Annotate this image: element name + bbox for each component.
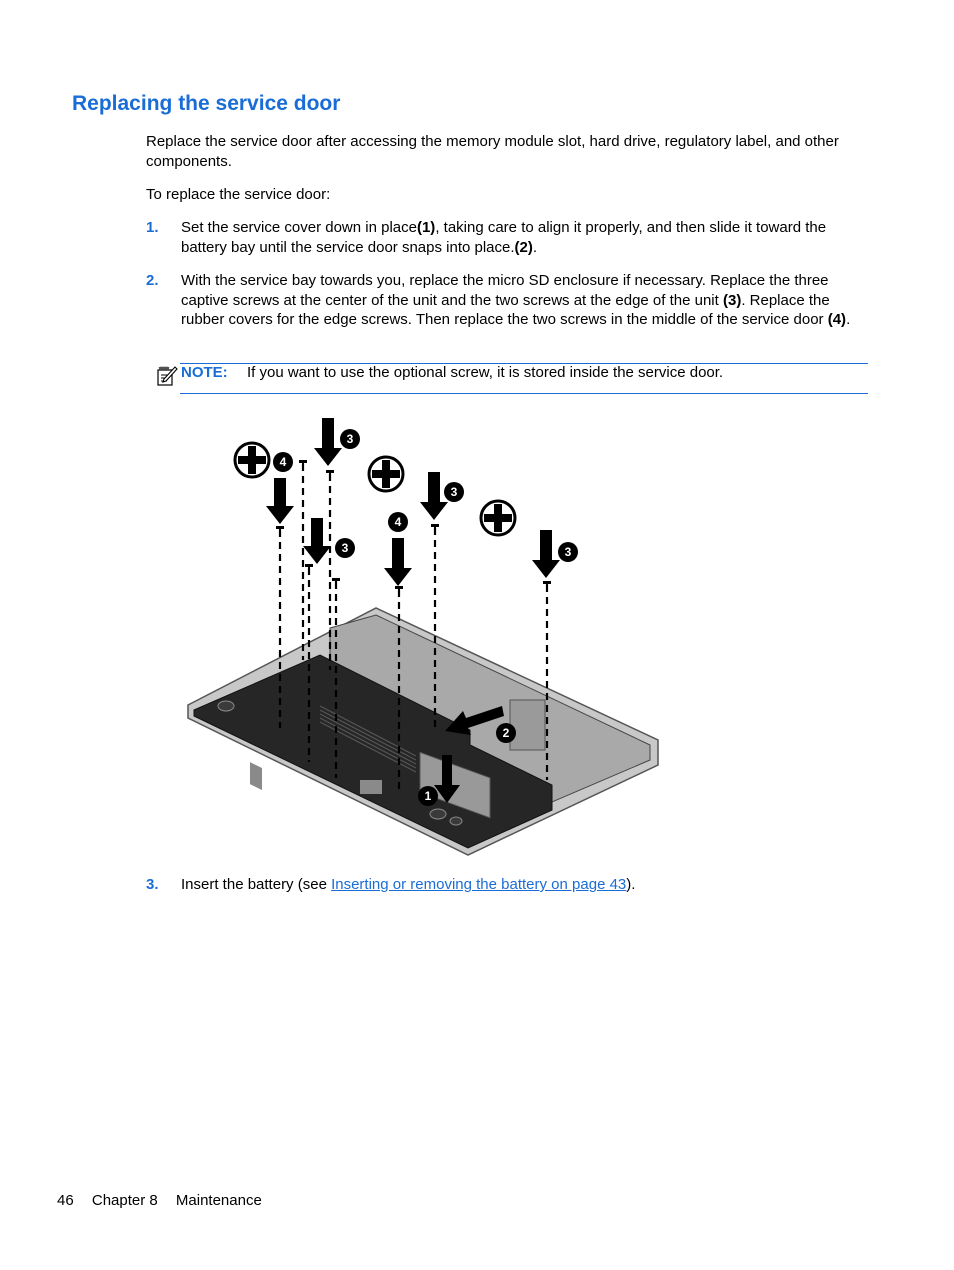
note-label: NOTE:: [181, 364, 228, 381]
callout-label: 3: [346, 432, 354, 446]
callout-label: 3: [564, 545, 572, 559]
note-box: [156, 363, 868, 394]
page-number: 46: [57, 1192, 74, 1209]
step-text: Set the service cover down in place(1), taking care to align it properly, and then slide it toward the battery bay until the service door snaps into place.(2).: [181, 219, 827, 256]
battery-page-link[interactable]: Inserting or removing the battery on page 43: [331, 876, 627, 893]
step-number: 1.: [146, 219, 159, 236]
service-door-illustration: [180, 410, 670, 860]
note-text: If you want to use the optional screw, it is stored inside the service door.: [247, 364, 724, 381]
lead-paragraph: To replace the service door:: [146, 186, 331, 203]
step-number: 2.: [146, 272, 159, 289]
section-label: Maintenance: [175, 1192, 262, 1209]
page-footer: [57, 1192, 276, 1209]
callout-label: 4: [279, 455, 287, 469]
step-2: [146, 271, 868, 330]
callout-label: 4: [394, 515, 402, 529]
step-text: Insert the battery (see Inserting or removing the battery on page 43).: [181, 876, 636, 893]
step-3: [146, 875, 868, 895]
step-1: [146, 218, 868, 257]
callout-label: 3: [450, 485, 458, 499]
note-icon: [156, 365, 178, 387]
callout-label: 3: [341, 541, 349, 555]
page-title: Replacing the service door: [72, 92, 341, 115]
chapter-label: Chapter 8: [91, 1192, 158, 1209]
callout-label: 2: [502, 726, 510, 740]
step-text: With the service bay towards you, replace the micro SD enclosure if necessary. Replace the three captive screws at the center of the unit and the two screws at the edge of the unit (3). Replace the rubber covers for the edge screws. Then replace the two screws in the middle of the service door (4).: [181, 272, 851, 328]
note-rule-bottom: [180, 393, 868, 394]
intro-paragraph: Replace the service door after accessing the memory module slot, hard drive, regulatory label, and other components.: [146, 133, 839, 170]
step-number: 3.: [146, 876, 159, 893]
callout-label: 1: [424, 789, 432, 803]
